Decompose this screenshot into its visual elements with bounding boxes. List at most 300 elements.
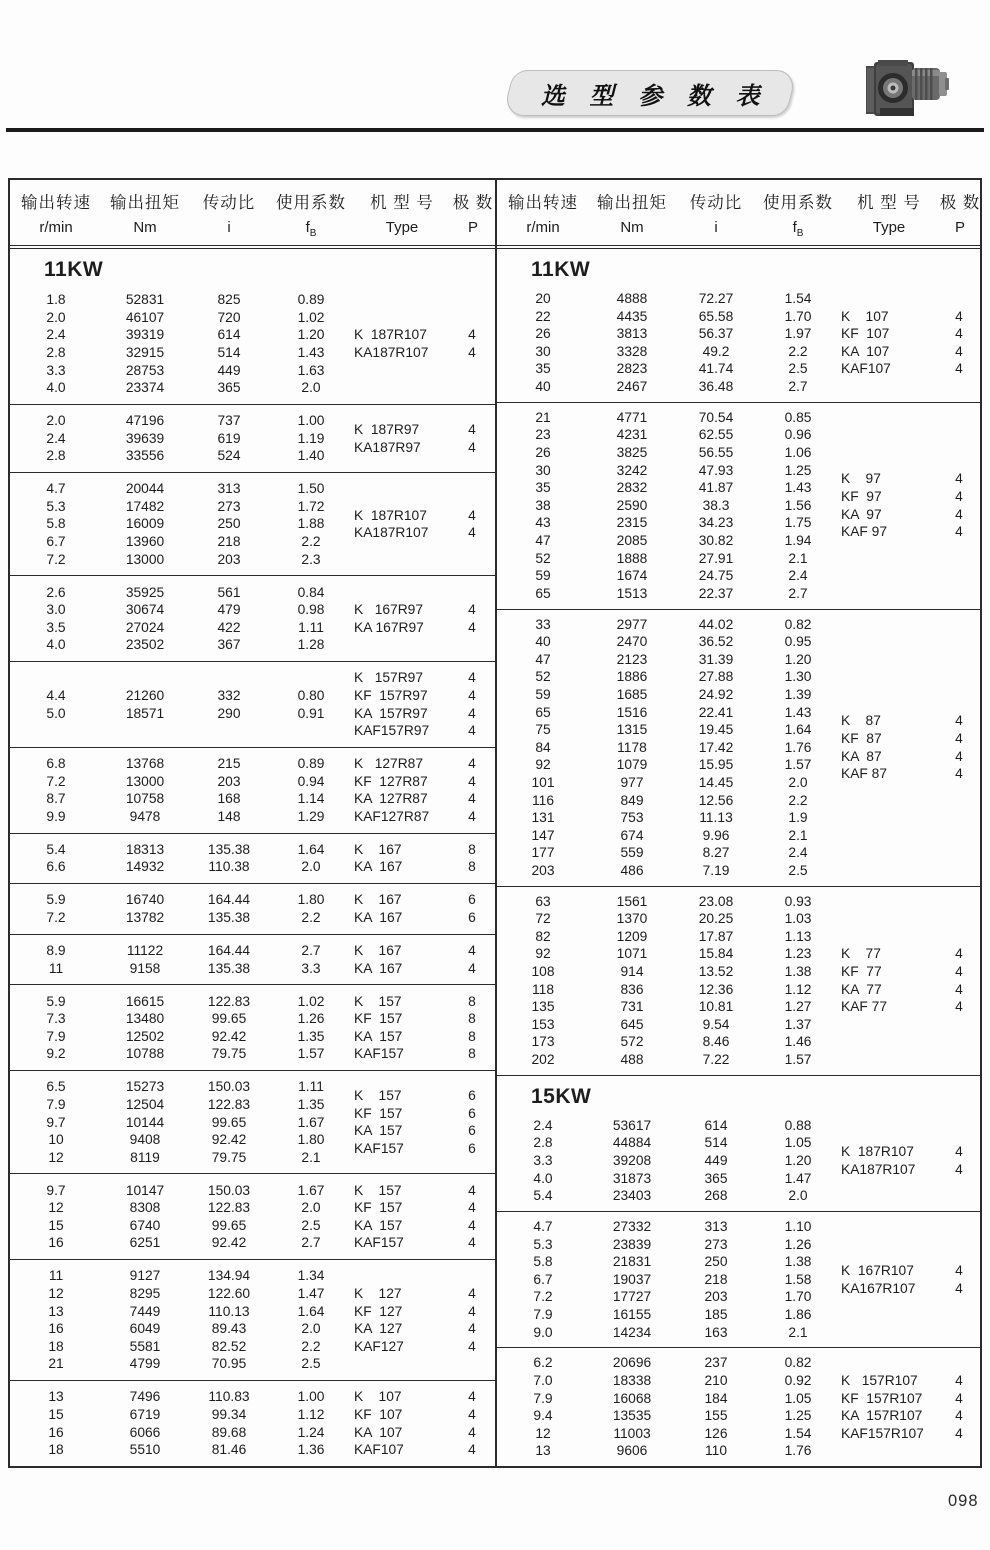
pole-value: 4 [468,619,476,635]
cell: 17.87 [698,928,734,944]
type-row [839,308,981,326]
data-rows [10,1078,352,1166]
cell: 1.20 [784,1153,812,1169]
table-row [497,809,839,827]
cell: 7.19 [702,862,730,878]
cell: 2.7 [788,379,808,395]
table-row [10,1182,352,1200]
table-row [497,409,839,427]
cell: 6.7 [46,534,66,550]
table-row [497,1407,839,1425]
pole-value: 4 [955,1161,963,1177]
cell: 13 [48,1389,64,1405]
table-row [10,1149,352,1167]
cell: 2085 [616,533,648,549]
table-row [497,1425,839,1443]
cell: 1.67 [297,1114,325,1130]
table-row [10,1267,352,1285]
cell: 18 [48,1338,64,1354]
pole-value: 8 [468,993,476,1009]
type-row [839,1390,981,1408]
pole-value: 4 [955,506,963,522]
cell: 62.55 [698,427,734,443]
pole-value: 8 [468,859,476,875]
cell: 16615 [125,993,165,1009]
cell: 753 [620,810,644,826]
cell: 108 [531,964,555,980]
cell: 1.12 [297,1406,325,1422]
header-output-torque: 输出扭矩 Nm [597,194,667,236]
cell: 47 [535,533,551,549]
cell: 2590 [616,497,648,513]
header-service-factor: 使用系数 $f_B$ [276,194,346,239]
table-row [497,550,839,568]
cell: 1079 [616,757,648,773]
cell: 23502 [125,637,165,653]
cell: 63 [535,893,551,909]
cell: 8295 [129,1286,161,1301]
cell: 273 [704,1236,728,1252]
table-row [497,893,839,911]
cell: 12.56 [698,792,734,808]
pole-value: 8 [468,841,476,857]
type-row [352,1087,494,1105]
type-label: KF 157R97 [354,687,428,703]
cell: 1.72 [297,498,325,514]
type-label: KF 97 [841,489,882,505]
cell: 110.38 [208,859,250,875]
table-row [10,379,352,397]
cell: 1.57 [784,757,812,773]
type-row [352,421,494,439]
pole-value: 4 [468,1200,476,1216]
table-row [497,1236,839,1254]
cell: 0.92 [784,1372,812,1388]
data-block [497,1212,980,1348]
pole-value: 4 [468,943,476,958]
cell: 1.57 [784,1052,812,1068]
type-label: K 97 [841,471,881,487]
cell: 81.46 [211,1442,247,1458]
cell: 1.12 [784,981,812,997]
cell: 10758 [125,791,165,807]
cell: 150.03 [207,1079,251,1095]
cell: 70.95 [211,1356,247,1372]
cell: 10144 [125,1114,165,1130]
cell: 153 [531,1016,555,1032]
cell: 11 [48,1268,64,1284]
cell: 1209 [616,928,648,944]
cell: 7.2 [46,910,66,926]
type-label: KF 107 [354,1406,403,1422]
cell: 0.84 [297,584,325,600]
cell: 65.58 [698,308,734,324]
cell: 4.0 [46,380,66,396]
cell: 70.54 [698,409,734,425]
type-row [352,1182,494,1200]
type-row [352,705,494,723]
cell: 1.02 [297,993,325,1009]
cell: 0.98 [297,602,325,618]
table-header [10,180,495,249]
cell: 30 [535,343,551,359]
table-row [10,960,352,978]
type-label: KF 127 [354,1303,403,1319]
cell: 131 [531,810,555,826]
cell: 6066 [129,1424,161,1440]
table-row [497,1271,839,1289]
data-block [497,610,980,887]
cell: 4.0 [533,1170,553,1186]
type-label: KA187R97 [354,439,421,455]
data-block [10,884,495,935]
type-row [839,981,981,999]
data-block [497,284,980,403]
table-row [497,1170,839,1188]
cell: 313 [217,481,241,497]
type-rows [839,308,981,378]
header-type: 机 型 号 Type [857,194,921,236]
cell: 10147 [125,1182,165,1198]
cell: 1315 [616,722,648,738]
cell: 914 [620,964,644,980]
cell: 2.2 [788,792,808,808]
cell: 0.89 [297,756,325,772]
cell: 65 [535,585,551,601]
type-rows [352,326,494,361]
table-row [10,1217,352,1235]
table-row [10,1338,352,1356]
type-row [839,945,981,963]
cell: 7.2 [533,1289,553,1305]
cell: 1.36 [297,1442,325,1458]
cell: 21831 [612,1254,652,1270]
cell: 16155 [612,1306,652,1322]
table-row [497,1134,839,1152]
type-label: K 157R97 [354,670,424,686]
table-row [10,551,352,569]
table-row [10,309,352,327]
type-label: KA187R107 [354,525,429,541]
cell: 514 [217,344,241,360]
cell: 6.5 [46,1079,66,1095]
cell: 84 [535,739,551,755]
type-rows [839,1372,981,1442]
type-row [352,619,494,637]
cell: 92 [535,757,551,773]
type-row [352,808,494,826]
section-heading: 15KW [531,1084,592,1108]
cell: 3.3 [533,1153,553,1169]
cell: 313 [704,1219,728,1235]
cell: 332 [217,687,241,703]
type-label: K 87 [841,713,881,729]
cell: 2.1 [301,1149,321,1165]
cell: 2.1 [788,1324,808,1340]
cell: 14.45 [698,774,734,790]
cell: 1.20 [297,327,325,343]
cell: 9158 [129,960,161,976]
section-heading: 11KW [531,258,591,281]
type-label: KAF127R87 [354,808,430,824]
pole-value: 4 [468,1286,476,1301]
cell: 7449 [129,1303,161,1319]
type-label: K 187R107 [354,507,427,523]
cell: 39639 [125,430,165,446]
cell: 2.2 [301,910,321,926]
table-row [497,462,839,480]
pole-value: 4 [468,507,476,523]
cell: 2.5 [788,361,808,377]
cell: 2470 [616,634,648,650]
cell: 2.0 [301,1200,321,1216]
type-row [352,790,494,808]
cell: 1.29 [297,808,325,824]
cell: 1.02 [297,309,325,325]
cell: 1.58 [784,1271,812,1287]
type-row [839,1407,981,1425]
type-row [352,1303,494,1321]
table-row [10,344,352,362]
type-row [352,507,494,525]
cell: 12.36 [698,981,734,997]
table-row [497,1390,839,1408]
cell: 52 [535,550,551,566]
table-row [10,1406,352,1424]
type-rows [839,1262,981,1297]
table-row [497,444,839,462]
cell: 12504 [125,1096,165,1112]
cell: 15 [48,1217,64,1233]
type-rows [352,942,494,977]
cell: 122.83 [207,993,251,1009]
pole-value: 4 [955,489,963,505]
type-row [352,1045,494,1063]
table-row [10,773,352,791]
table-row [10,480,352,498]
cell: 17.42 [698,739,734,755]
table-row [10,841,352,859]
cell: 5.0 [46,705,66,721]
type-row [352,960,494,978]
data-rows [497,893,839,1069]
cell: 116 [532,792,554,808]
cell: 1.03 [784,911,812,927]
cell: 36.48 [698,379,734,395]
type-rows [839,1143,981,1178]
type-row [839,730,981,748]
table-row [497,1187,839,1205]
cell: 1513 [616,585,648,601]
cell: 18313 [125,841,165,857]
cell: 0.93 [784,893,812,909]
pole-value: 4 [468,1389,476,1405]
cell: 82 [535,928,551,944]
type-label: K 107 [354,1389,402,1405]
pole-value: 4 [468,327,476,343]
cell: 118 [532,981,554,997]
type-row [352,1388,494,1406]
type-label: KA 167R97 [354,619,424,635]
cell: 365 [217,380,241,396]
cell: 168 [217,791,241,807]
cell: 23374 [125,380,165,396]
cell: 514 [704,1135,728,1151]
cell: 268 [704,1188,728,1204]
table-row [10,326,352,344]
type-row [352,1217,494,1235]
cell: 6.6 [46,859,66,875]
cell: 4799 [129,1356,161,1372]
cell: 92.42 [211,1028,247,1044]
data-rows [497,1354,839,1460]
pole-value: 4 [468,687,476,703]
cell: 1.64 [297,1303,325,1319]
cell: 674 [620,827,644,843]
header-rule [6,128,984,132]
cell: 17482 [125,498,165,514]
type-row [352,1105,494,1123]
pole-value: 6 [468,910,476,926]
table-row [497,792,839,810]
header-service-factor: 使用系数 $f_B$ [763,194,833,239]
table-row [10,891,352,909]
cell: 237 [704,1355,728,1371]
cell: 33556 [125,448,165,464]
table-row [497,651,839,669]
pole-value: 4 [468,808,476,824]
type-label: KAF157R97 [354,723,430,739]
cell: 3328 [616,343,648,359]
cell: 18571 [125,705,165,721]
type-label: KA 157 [354,1123,403,1139]
pole-value: 4 [955,999,963,1015]
type-label: KA187R107 [354,344,429,360]
cell: 1.38 [784,1254,812,1270]
cell: 47 [535,651,551,667]
data-rows [10,291,352,397]
cell: 32915 [125,344,165,360]
cell: 2.0 [301,859,321,875]
cell: 14234 [612,1324,652,1340]
type-row [352,344,494,362]
data-block [10,748,495,834]
cell: 148 [217,808,241,824]
cell: 15273 [125,1079,165,1095]
cell: 202 [531,1052,555,1068]
cell: 9.0 [533,1324,553,1340]
type-row [839,343,981,361]
pole-value: 4 [955,981,963,997]
cell: 1.70 [784,1289,812,1305]
cell: 11 [48,960,64,976]
cell: 203 [217,773,241,789]
table-row [10,993,352,1011]
type-label: K 157 [354,1088,402,1104]
cell: 1.26 [784,1236,812,1252]
cell: 7.9 [533,1306,553,1322]
type-label: KAF157 [354,1046,404,1062]
cell: 18 [48,1442,64,1458]
table-row [497,945,839,963]
cell: 1888 [616,550,648,566]
cell: 24.75 [698,568,734,584]
cell: 92.42 [211,1235,247,1251]
type-row [839,325,981,343]
cell: 47196 [125,413,165,429]
cell: 99.34 [211,1406,247,1422]
type-rows [352,507,494,542]
cell: 9606 [616,1443,648,1459]
table-row [497,1354,839,1372]
cell: 27.91 [698,550,734,566]
type-row [352,1338,494,1356]
cell: 250 [217,516,241,532]
cell: 101 [531,774,555,790]
cell: 2.8 [46,448,66,464]
cell: 1.20 [784,651,812,667]
type-label: KA 107 [354,1424,403,1440]
cell: 35 [535,480,551,496]
cell: 2.0 [46,413,66,429]
cell: 26 [535,445,551,461]
pole-value: 4 [468,439,476,455]
table-row [10,1441,352,1459]
cell: 9478 [129,808,161,824]
table-row [497,1051,839,1069]
cell: 1.80 [297,1132,325,1148]
type-label: KA 77 [841,981,882,997]
cell: 737 [217,413,241,429]
data-rows [497,409,839,603]
cell: 12 [48,1149,64,1165]
pole-value: 4 [468,960,476,976]
table-row [497,1117,839,1135]
cell: 203 [704,1289,728,1305]
cell: 2977 [616,616,648,632]
table-row [497,1442,839,1460]
type-label: KAF 77 [841,999,888,1015]
cell: 5.4 [533,1188,553,1204]
table-row [10,1028,352,1046]
cell: 1.63 [297,362,325,378]
type-label: KA 157 [354,1217,403,1233]
cell: 33 [535,616,551,632]
data-rows [10,1267,352,1373]
cell: 164.44 [207,892,251,908]
table-row [497,426,839,444]
cell: 22.37 [698,585,734,601]
cell: 38 [535,497,551,513]
pole-value: 4 [955,471,963,487]
cell: 11122 [126,943,164,958]
table-row [497,1324,839,1342]
cell: 1516 [616,704,648,720]
table-row [10,1303,352,1321]
cell: 40 [535,379,551,395]
cell: 1.75 [784,515,812,531]
table-row [10,790,352,808]
cell: 5.8 [533,1254,553,1270]
table-row [10,1320,352,1338]
cell: 273 [217,498,241,514]
cell: 5.3 [533,1236,553,1252]
type-label: KA 87 [841,748,882,764]
cell: 1.11 [298,1079,324,1095]
cell: 9408 [129,1132,161,1148]
table-left-half [10,180,495,1466]
cell: 43 [535,515,551,531]
